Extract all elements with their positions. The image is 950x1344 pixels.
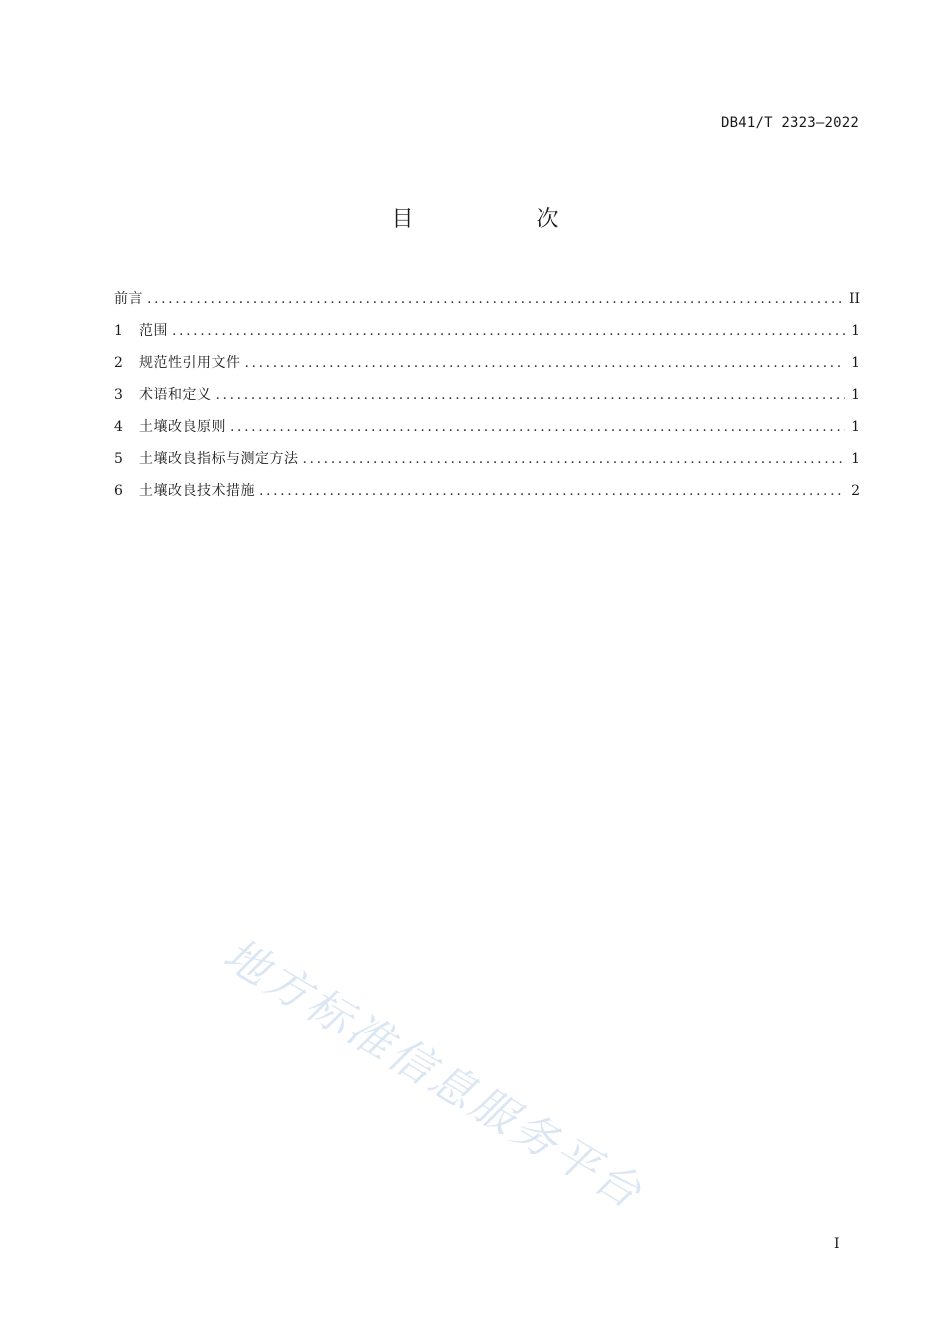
toc-leader-dots bbox=[245, 352, 846, 374]
toc-entry-label: 土壤改良技术措施 bbox=[139, 483, 255, 499]
toc-entry-label: 术语和定义 bbox=[139, 387, 212, 403]
toc-entry-terms-definitions[interactable] bbox=[114, 384, 860, 416]
toc-entry-number: 5 bbox=[114, 451, 123, 467]
toc-entry-page: 1 bbox=[851, 451, 860, 467]
watermark: 地方标准信息服务平台 bbox=[214, 928, 653, 1220]
toc-entry-normative-references[interactable] bbox=[114, 352, 860, 384]
toc-entry-number: 2 bbox=[114, 355, 123, 371]
toc-entry-technical-measures[interactable] bbox=[114, 480, 860, 512]
toc-entry-number: 6 bbox=[114, 483, 123, 499]
toc-entry-page: II bbox=[848, 291, 860, 307]
toc-entry-principles[interactable] bbox=[114, 416, 860, 448]
toc-entry-label: 规范性引用文件 bbox=[139, 355, 241, 371]
toc-leader-dots bbox=[230, 416, 845, 438]
toc-entry-label: 土壤改良指标与测定方法 bbox=[139, 451, 299, 467]
standard-code: DB41/T 2323—2022 bbox=[720, 115, 859, 131]
toc-entry-label: 前言 bbox=[114, 291, 143, 307]
toc-entry-page: 2 bbox=[851, 483, 860, 499]
toc-entry-scope[interactable] bbox=[114, 320, 860, 352]
toc-leader-dots bbox=[216, 384, 846, 406]
toc-entry-foreword[interactable] bbox=[114, 288, 860, 320]
toc-leader-dots bbox=[303, 448, 846, 470]
toc-leader-dots bbox=[172, 320, 845, 342]
toc-entry-number: 1 bbox=[114, 323, 123, 339]
toc-entry-page: 1 bbox=[851, 419, 860, 435]
toc-list bbox=[114, 288, 860, 512]
toc-entry-page: 1 bbox=[851, 387, 860, 403]
toc-entry-label: 土壤改良原则 bbox=[139, 419, 226, 435]
page-number: I bbox=[834, 1236, 840, 1252]
toc-entry-number: 3 bbox=[114, 387, 123, 403]
toc-entry-page: 1 bbox=[851, 355, 860, 371]
toc-entry-number: 4 bbox=[114, 419, 123, 435]
toc-leader-dots bbox=[147, 288, 843, 310]
toc-leader-dots bbox=[259, 480, 845, 502]
toc-entry-page: 1 bbox=[851, 323, 860, 339]
toc-title: 目 次 bbox=[391, 207, 617, 232]
toc-entry-indicators-methods[interactable] bbox=[114, 448, 860, 480]
toc-entry-label: 范围 bbox=[139, 323, 168, 339]
